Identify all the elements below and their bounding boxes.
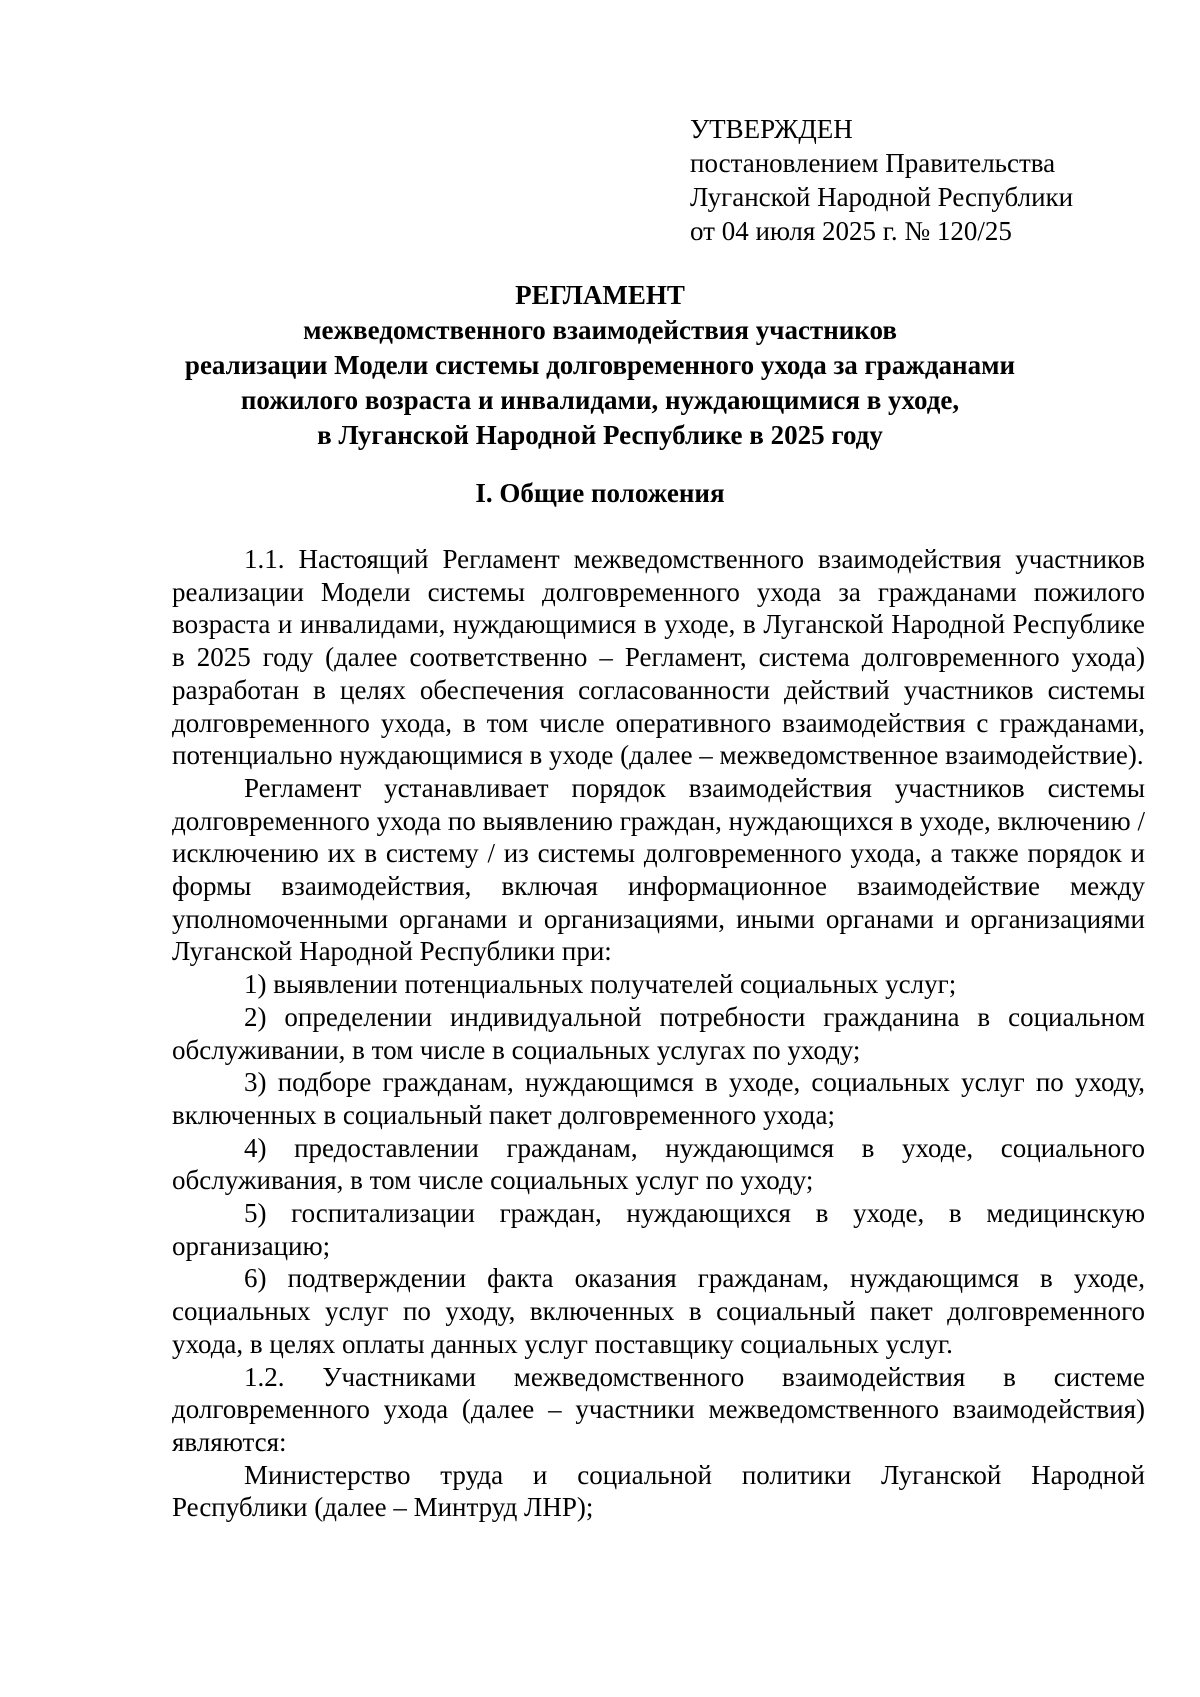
title-line-1: межведомственного взаимодействия участников [303,315,897,345]
paragraph-scope: Регламент устанавливает порядок взаимодействия участников системы долговременного ухода по выявлению граждан, нуждающихся в уходе, включению / исключению их в систему / из системы долговременного ухода, а также порядок и формы взаимодействия, включая информационное взаимодействие между уполномоченными органами и организациями, иными органами и организациями Луганской Народной Республики при: [172,772,1145,967]
title-line-2: реализации Модели системы долговременного ухода за гражданами [184,350,1016,380]
list-item-3: 3) подборе гражданам, нуждающимся в уходе, социальных услуг по уходу, включенных в социальный пакет долговременного ухода; [172,1067,1145,1130]
approval-line-3: от 04 июля 2025 г. № 120/25 [690,216,1012,246]
approval-stamp [690,112,1170,248]
list-item-2: 2) определении индивидуальной потребности гражданина в социальном обслуживании, в том числе в социальных услугах по уходу; [172,1001,1145,1065]
title-line-4: в Луганской Народной Республике в 2025 году [317,420,883,450]
approval-line-1: постановлением Правительства [690,148,1056,178]
list-item-6: 6) подтверждении факта оказания гражданам, нуждающимся в уходе, социальных услуг по уходу, включенных в социальный пакет долговременного ухода, в целях оплаты данных услуг поставщику социальных услуг. [172,1263,1145,1359]
paragraph-ministry: Министерство труда и социальной политики Луганской Народной Республики (далее – Минтруд ЛНР); [172,1459,1145,1523]
list-item-4: 4) предоставлении гражданам, нуждающимся в уходе, социального обслуживания, в том числе социальных услуг по уходу; [172,1132,1145,1196]
title-line-3: пожилого возраста и инвалидами, нуждающимися в уходе, [240,385,960,415]
list-item-1: 1) выявлении потенциальных получателей социальных услуг; [244,969,957,1000]
title-main: РЕГЛАМЕНТ [515,280,685,310]
list-item-5: 5) госпитализации граждан, нуждающихся в уходе, в медицинскую организацию; [172,1198,1145,1261]
document-title [140,278,1060,453]
paragraph-1-2: 1.2. Участниками межведомственного взаимодействия в системе долговременного ухода (далее – участники межведомственного взаимодействия) являются: [172,1361,1145,1457]
approval-heading: УТВЕРЖДЕН [690,114,853,144]
document-body [172,543,1145,1524]
paragraph-1-1: 1.1. Настоящий Регламент межведомственного взаимодействия участников реализации Модели системы долговременного ухода за гражданами пожилого возраста и инвалидами, нуждающимися в уходе, в Луганской Народной Республике в 2025 году (далее соответственно – Регламент, система долговременного ухода) разработан в целях обеспечения согласованности действий участников системы долговременного ухода, в том числе оперативного взаимодействия с гражданами, потенциально нуждающимися в уходе (далее – межведомственное взаимодействие). [172,544,1145,771]
section-heading: I. Общие положения [475,478,725,508]
approval-line-2: Луганской Народной Республики [690,182,1074,212]
